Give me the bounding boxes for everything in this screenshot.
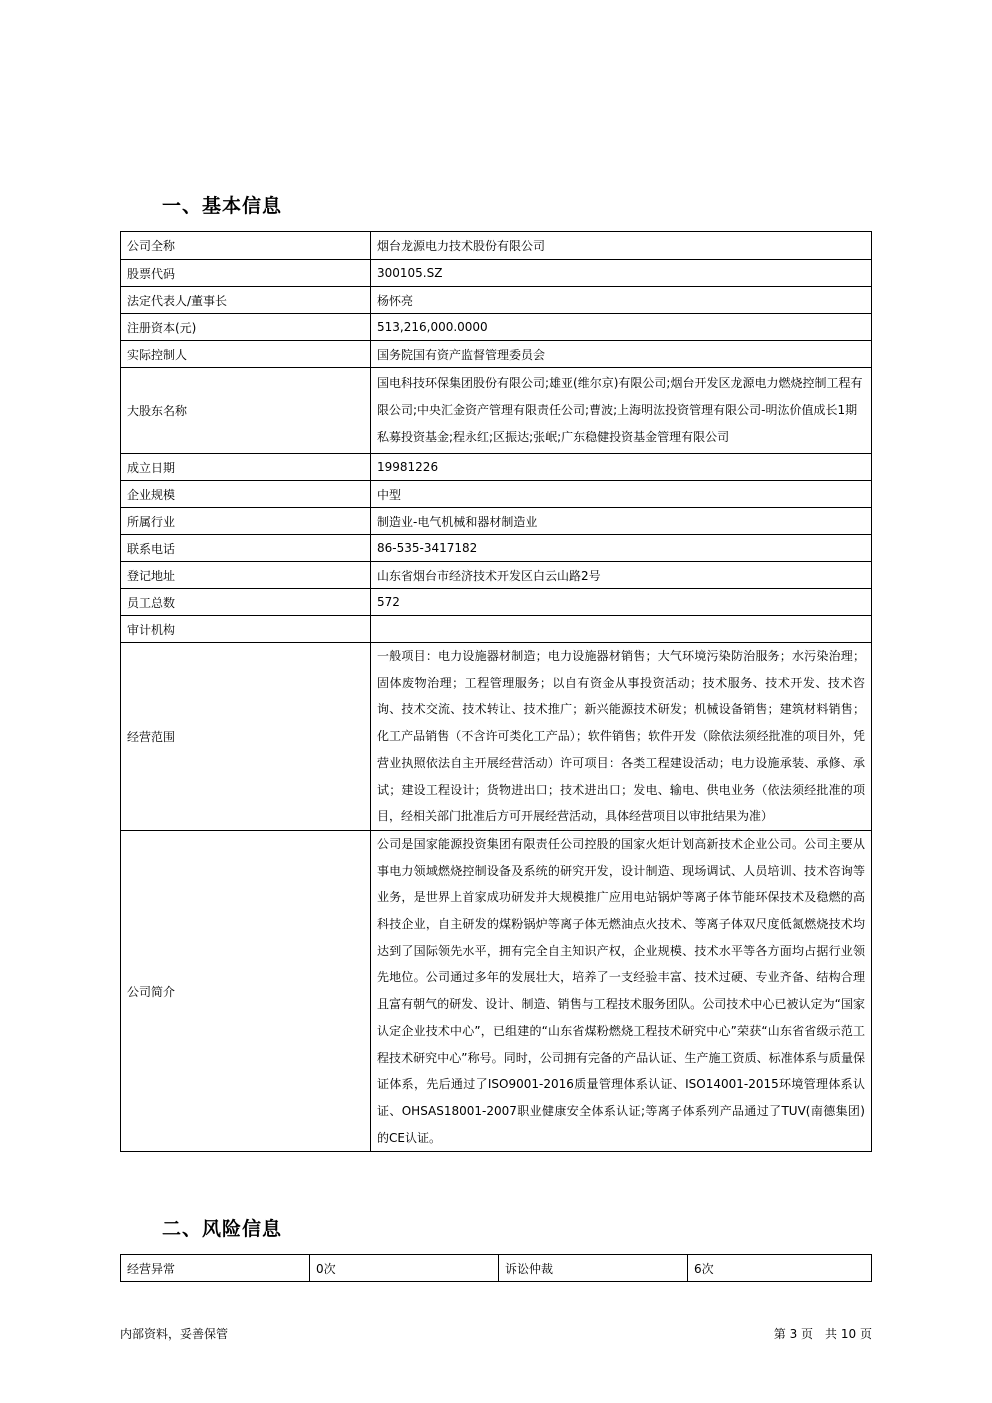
row-label: 实际控制人	[121, 341, 371, 368]
page-mid: 页 共	[801, 1327, 838, 1341]
row-value	[371, 616, 872, 643]
table-row	[121, 589, 872, 616]
row-value: 制造业-电气机械和器材制造业	[371, 508, 872, 535]
table-row	[121, 260, 872, 287]
page-current: 3	[789, 1327, 798, 1341]
row-value: 300105.SZ	[371, 260, 872, 287]
row-value: 山东省烟台市经济技术开发区白云山路2号	[371, 562, 872, 589]
abnormal-operation-label: 经营异常	[121, 1255, 310, 1282]
table-row	[121, 341, 872, 368]
table-row	[121, 508, 872, 535]
row-label: 公司简介	[121, 830, 371, 1151]
basic-info-table	[120, 231, 872, 1152]
table-row	[121, 481, 872, 508]
litigation-label: 诉讼仲裁	[499, 1255, 688, 1282]
row-value: 513,216,000.0000	[371, 314, 872, 341]
row-label: 审计机构	[121, 616, 371, 643]
abnormal-operation-value: 0次	[310, 1255, 499, 1282]
row-label: 成立日期	[121, 454, 371, 481]
table-row	[121, 616, 872, 643]
row-value: 国电科技环保集团股份有限公司;雄亚(维尔京)有限公司;烟台开发区龙源电力燃烧控制工程有限公司;中央汇金资产管理有限责任公司;曹波;上海明汯投资管理有限公司-明汯价值成长1期私募投资基金;程永红;区振达;张岷;广东稳健投资基金管理有限公司	[371, 368, 872, 454]
page-number	[774, 1325, 872, 1342]
row-value: 公司是国家能源投资集团有限责任公司控股的国家火炬计划高新技术企业公司。公司主要从事电力领域燃烧控制设备及系统的研究开发，设计制造、现场调试、人员培训、技术咨询等业务，是世界上首家成功研发并大规模推广应用电站锅炉等离子体节能环保技术及稳燃的高科技企业，自主研发的煤粉锅炉等离子体无燃油点火技术、等离子体双尺度低氮燃烧技术均达到了国际领先水平，拥有完全自主知识产权，企业规模、技术水平等各方面均占据行业领先地位。公司通过多年的发展壮大，培养了一支经验丰富、技术过硬、专业齐备、结构合理且富有朝气的研发、设计、制造、销售与工程技术服务团队。公司技术中心已被认定为“国家认定企业技术中心”，已组建的“山东省煤粉燃烧工程技术研究中心”荣获“山东省省级示范工程技术研究中心”称号。同时，公司拥有完备的产品认证、生产施工资质、标准体系与质量保证体系，先后通过了ISO9001-2016质量管理体系认证、ISO14001-2015环境管理体系认证、OHSAS18001-2007职业健康安全体系认证;等离子体系列产品通过了TUV(南德集团)的CE认证。	[371, 830, 872, 1151]
row-label: 员工总数	[121, 589, 371, 616]
table-row	[121, 368, 872, 454]
row-label: 经营范围	[121, 643, 371, 831]
row-value: 86-535-3417182	[371, 535, 872, 562]
table-row	[121, 562, 872, 589]
page-prefix: 第	[773, 1327, 786, 1341]
table-row	[121, 830, 872, 1151]
table-row	[121, 287, 872, 314]
table-row	[121, 1255, 872, 1282]
row-value: 572	[371, 589, 872, 616]
row-value: 19981226	[371, 454, 872, 481]
row-label: 公司全称	[121, 232, 371, 260]
row-value: 中型	[371, 481, 872, 508]
table-row	[121, 232, 872, 260]
row-value: 一般项目：电力设施器材制造；电力设施器材销售；大气环境污染防治服务；水污染治理；固体废物治理；工程管理服务；以自有资金从事投资活动；技术服务、技术开发、技术咨询、技术交流、技术转让、技术推广；新兴能源技术研发；机械设备销售；建筑材料销售；化工产品销售（不含许可类化工产品）；软件销售；软件开发（除依法须经批准的项目外，凭营业执照依法自主开展经营活动）许可项目：各类工程建设活动；电力设施承装、承修、承试；建设工程设计；货物进出口；技术进出口；发电、输电、供电业务（依法须经批准的项目，经相关部门批准后方可开展经营活动，具体经营项目以审批结果为准）	[371, 643, 872, 831]
table-row	[121, 314, 872, 341]
row-value: 烟台龙源电力技术股份有限公司	[371, 232, 872, 260]
row-label: 法定代表人/董事长	[121, 287, 371, 314]
row-label: 企业规模	[121, 481, 371, 508]
risk-info-table	[120, 1254, 872, 1282]
row-label: 大股东名称	[121, 368, 371, 454]
table-row	[121, 535, 872, 562]
row-label: 所属行业	[121, 508, 371, 535]
row-label: 联系电话	[121, 535, 371, 562]
table-row	[121, 454, 872, 481]
table-row	[121, 643, 872, 831]
row-value: 国务院国有资产监督管理委员会	[371, 341, 872, 368]
page-suffix: 页	[859, 1327, 872, 1341]
footer-note: 内部资料，妥善保管	[120, 1327, 229, 1341]
row-value: 杨怀亮	[371, 287, 872, 314]
row-label: 注册资本(元)	[121, 314, 371, 341]
page-total: 10	[840, 1327, 857, 1341]
section-title-basic: 一、基本信息	[162, 195, 283, 217]
row-label: 登记地址	[121, 562, 371, 589]
row-label: 股票代码	[121, 260, 371, 287]
litigation-value: 6次	[688, 1255, 872, 1282]
section-title-risk: 二、风险信息	[162, 1218, 283, 1240]
